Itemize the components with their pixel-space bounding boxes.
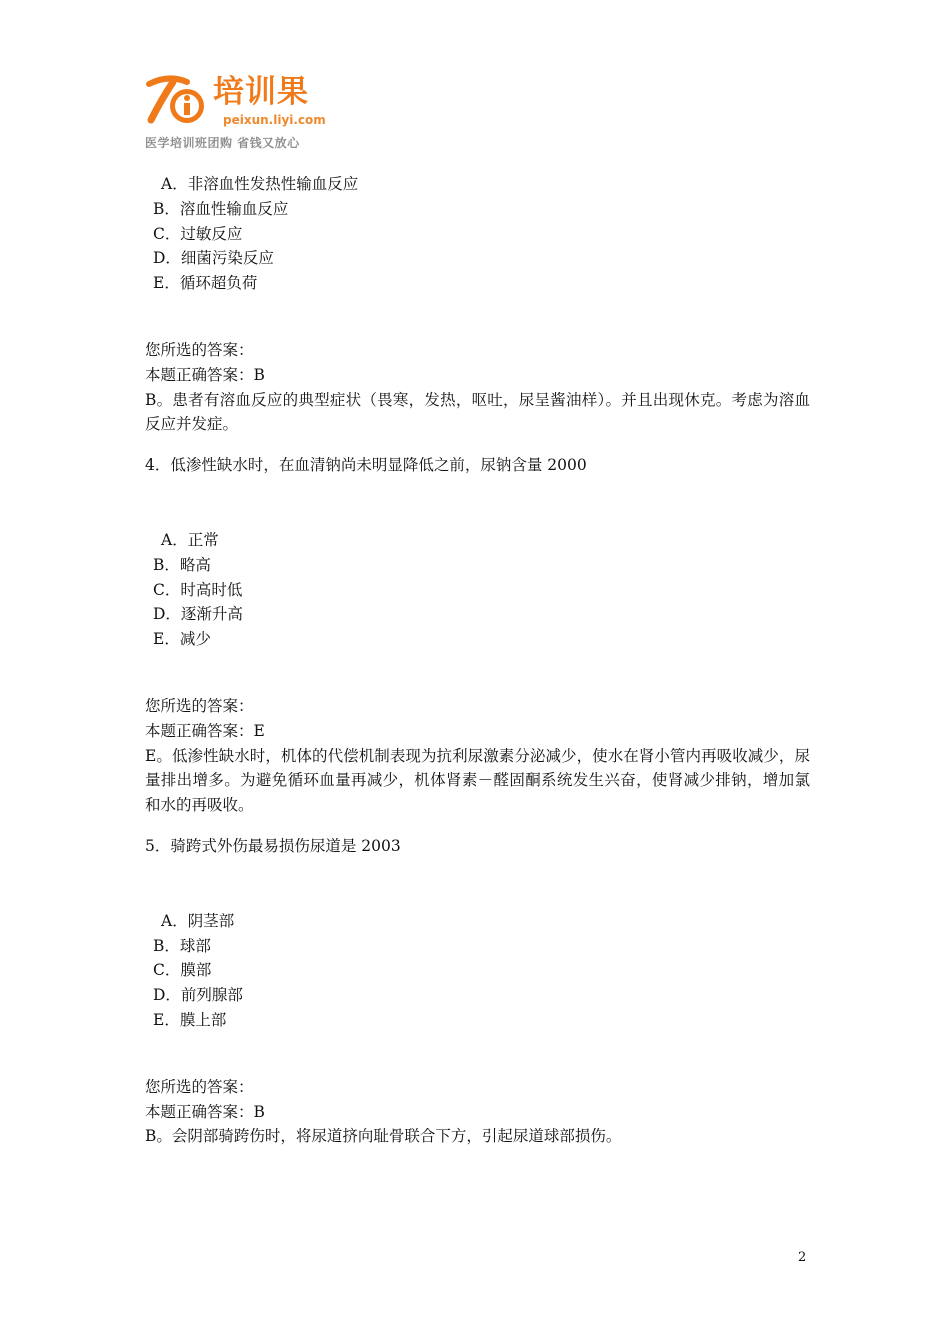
q3-option-c: C．过敏反应 — [153, 224, 243, 243]
q4-explanation: E。低渗性缺水时，机体的代偿机制表现为抗利尿激素分泌减少，使水在肾小管内再吸收减少，尿量排出增多。为避免循环血量再减少，机体肾素－醛固酮系统发生兴奋，使肾减少排钠，增加氯和水的再吸收。 — [145, 746, 810, 815]
q3-option-d: D．细菌污染反应 — [153, 249, 274, 268]
q5-option-e: E．膜上部 — [153, 1010, 227, 1029]
q4-title: 4．低渗性缺水时，在血清钠尚未明显降低之前，尿钠含量 2000 — [145, 456, 587, 475]
logo-url: peixun.liyi.com — [223, 113, 326, 127]
q4-your-answer: 您所选的答案： — [145, 696, 254, 715]
q5-options — [145, 909, 810, 1033]
q5-title: 5．骑跨式外伤最易损伤尿道是 2003 — [145, 836, 401, 855]
q5-option-a: A．阴茎部 — [161, 911, 235, 930]
q5-explanation: B。会阴部骑跨伤时，将尿道挤向耻骨联合下方，引起尿道球部损伤。 — [145, 1127, 622, 1146]
q3-option-e: E．循环超负荷 — [153, 274, 258, 293]
q4-options — [145, 528, 810, 652]
logo-name: 培训果 — [213, 74, 309, 110]
q5-option-d: D．前列腺部 — [153, 986, 243, 1005]
q3-explanation: B。患者有溶血反应的典型症状（畏寒，发热，呕吐，尿呈酱油样）。并且出现休克。考虑为溶血反应并发症。 — [145, 390, 810, 434]
page-number: 2 — [798, 1250, 807, 1265]
logo — [143, 70, 343, 154]
q3-your-answer: 您所选的答案： — [145, 340, 254, 359]
q3-option-a: A．非溶血性发热性输血反应 — [161, 175, 359, 193]
q5-option-b: B．球部 — [153, 936, 211, 955]
q3-correct-answer: 本题正确答案：B — [145, 365, 265, 384]
q4-option-a: A．正常 — [161, 530, 219, 549]
q5-your-answer: 您所选的答案： — [145, 1077, 254, 1096]
q5-correct-answer: 本题正确答案：B — [145, 1102, 265, 1121]
q4-correct-answer: 本题正确答案：E — [145, 721, 265, 740]
q3-option-b: B．溶血性输血反应 — [153, 199, 289, 218]
logo-mark-icon — [143, 70, 209, 126]
q4-option-d: D．逐渐升高 — [153, 605, 243, 624]
logo-slogan: 医学培训班团购 省钱又放心 — [145, 136, 300, 150]
document-body — [145, 172, 810, 1149]
q5-option-c: C．膜部 — [153, 961, 212, 980]
q4-option-e: E．减少 — [153, 630, 211, 649]
q3-options — [145, 172, 810, 296]
q4-option-b: B．略高 — [153, 555, 211, 574]
q4-option-c: C．时高时低 — [153, 580, 243, 599]
